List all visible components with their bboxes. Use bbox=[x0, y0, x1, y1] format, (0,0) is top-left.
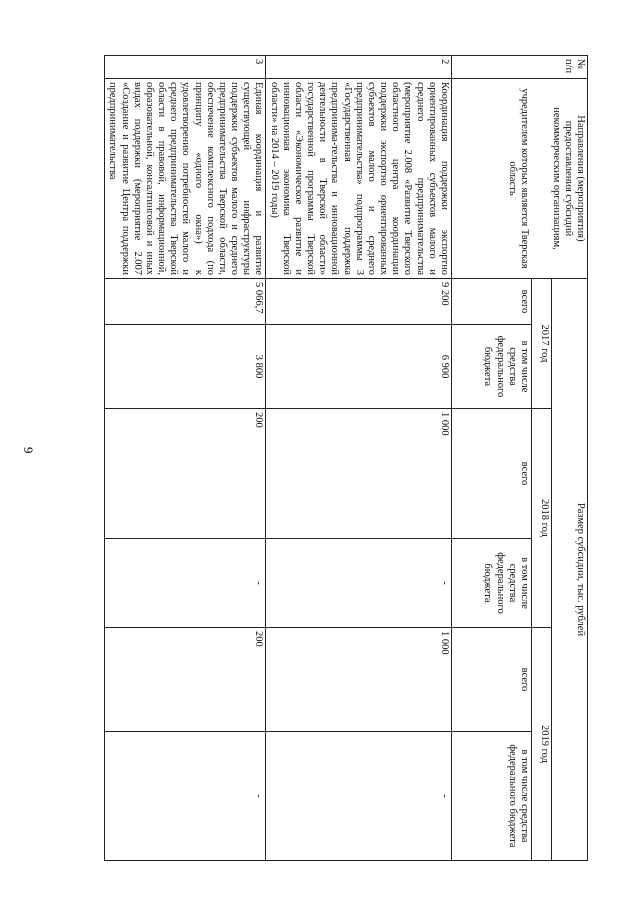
row-2018-total: 200 bbox=[105, 409, 266, 539]
rotated-table-block bbox=[107, 55, 588, 860]
header-founder: учредителем которых является Тверская область bbox=[452, 79, 532, 279]
header-2017-total: всего bbox=[452, 279, 532, 325]
row-2018-federal: - bbox=[105, 539, 266, 628]
header-year-2019: 2019 год bbox=[532, 628, 552, 861]
header-2019-total: всего bbox=[452, 628, 532, 732]
header-2017-federal: в том числе средства федерального бюджета bbox=[452, 325, 532, 409]
header-2018-federal: в том числе средства федерального бюджета bbox=[452, 539, 532, 628]
row-2018-total: 1 000 bbox=[266, 409, 452, 539]
header-number: № п/п bbox=[452, 56, 588, 79]
header-subsidy-size: Размер субсидии, тыс. рублей bbox=[552, 279, 588, 861]
row-direction-text: Координация поддержки экспортно ориентированных субъектов малого и среднего предпринимательства (мероприятие 2.008 «Развитие Тверского областного центра координации поддержки экспортно ориентированных субъектов малого и среднего предпринимательства» подпрограммы 3 «Государственная поддержка предпринима-тельства и инновационной деятельности в Тверской области» государственной программы Тверской области «Экономическое развитие и инновационная экономика Тверской области» на 2014 – 2019 годы) bbox=[266, 79, 452, 279]
subsidy-table bbox=[104, 55, 588, 861]
row-2018-federal: - bbox=[266, 539, 452, 628]
header-direction: Направления (мероприятия) предоставления субсидий некоммерческим организациям, bbox=[532, 79, 588, 279]
row-2019-federal: - bbox=[105, 732, 266, 861]
row-2019-total: 200 bbox=[105, 628, 266, 732]
table-row bbox=[105, 56, 266, 861]
header-2018-total: всего bbox=[452, 409, 532, 539]
page-number: 9 bbox=[21, 447, 36, 454]
row-2017-federal: 3 800 bbox=[105, 325, 266, 409]
row-direction-text: Единая координация и развитие существующей инфраструктуры поддержки субъектов малого и среднего предпринимательства Тверской области, обеспечение комплексного подхода (по принципу «одного окна») к удовлетворению потребностей малого и среднего предпринимательства Тверской области в правовой, информационной, образовательной, консалтинговой и иных видах поддержки (мероприятие 2.007 «Создание и развитие Центра поддержки предпринимательства bbox=[105, 79, 266, 279]
table-row bbox=[266, 56, 452, 861]
row-2019-total: 1 000 bbox=[266, 628, 452, 732]
row-2017-total: 9 200 bbox=[266, 279, 452, 325]
row-2017-federal: 6 900 bbox=[266, 325, 452, 409]
header-year-2017: 2017 год bbox=[532, 279, 552, 409]
row-number: 2 bbox=[266, 56, 452, 79]
header-2019-federal: в том числе средства федерального бюджета bbox=[452, 732, 532, 861]
row-2019-federal: - bbox=[266, 732, 452, 861]
row-2017-total: 5 066,7 bbox=[105, 279, 266, 325]
header-year-2018: 2018 год bbox=[532, 409, 552, 628]
row-number: 3 bbox=[105, 56, 266, 79]
